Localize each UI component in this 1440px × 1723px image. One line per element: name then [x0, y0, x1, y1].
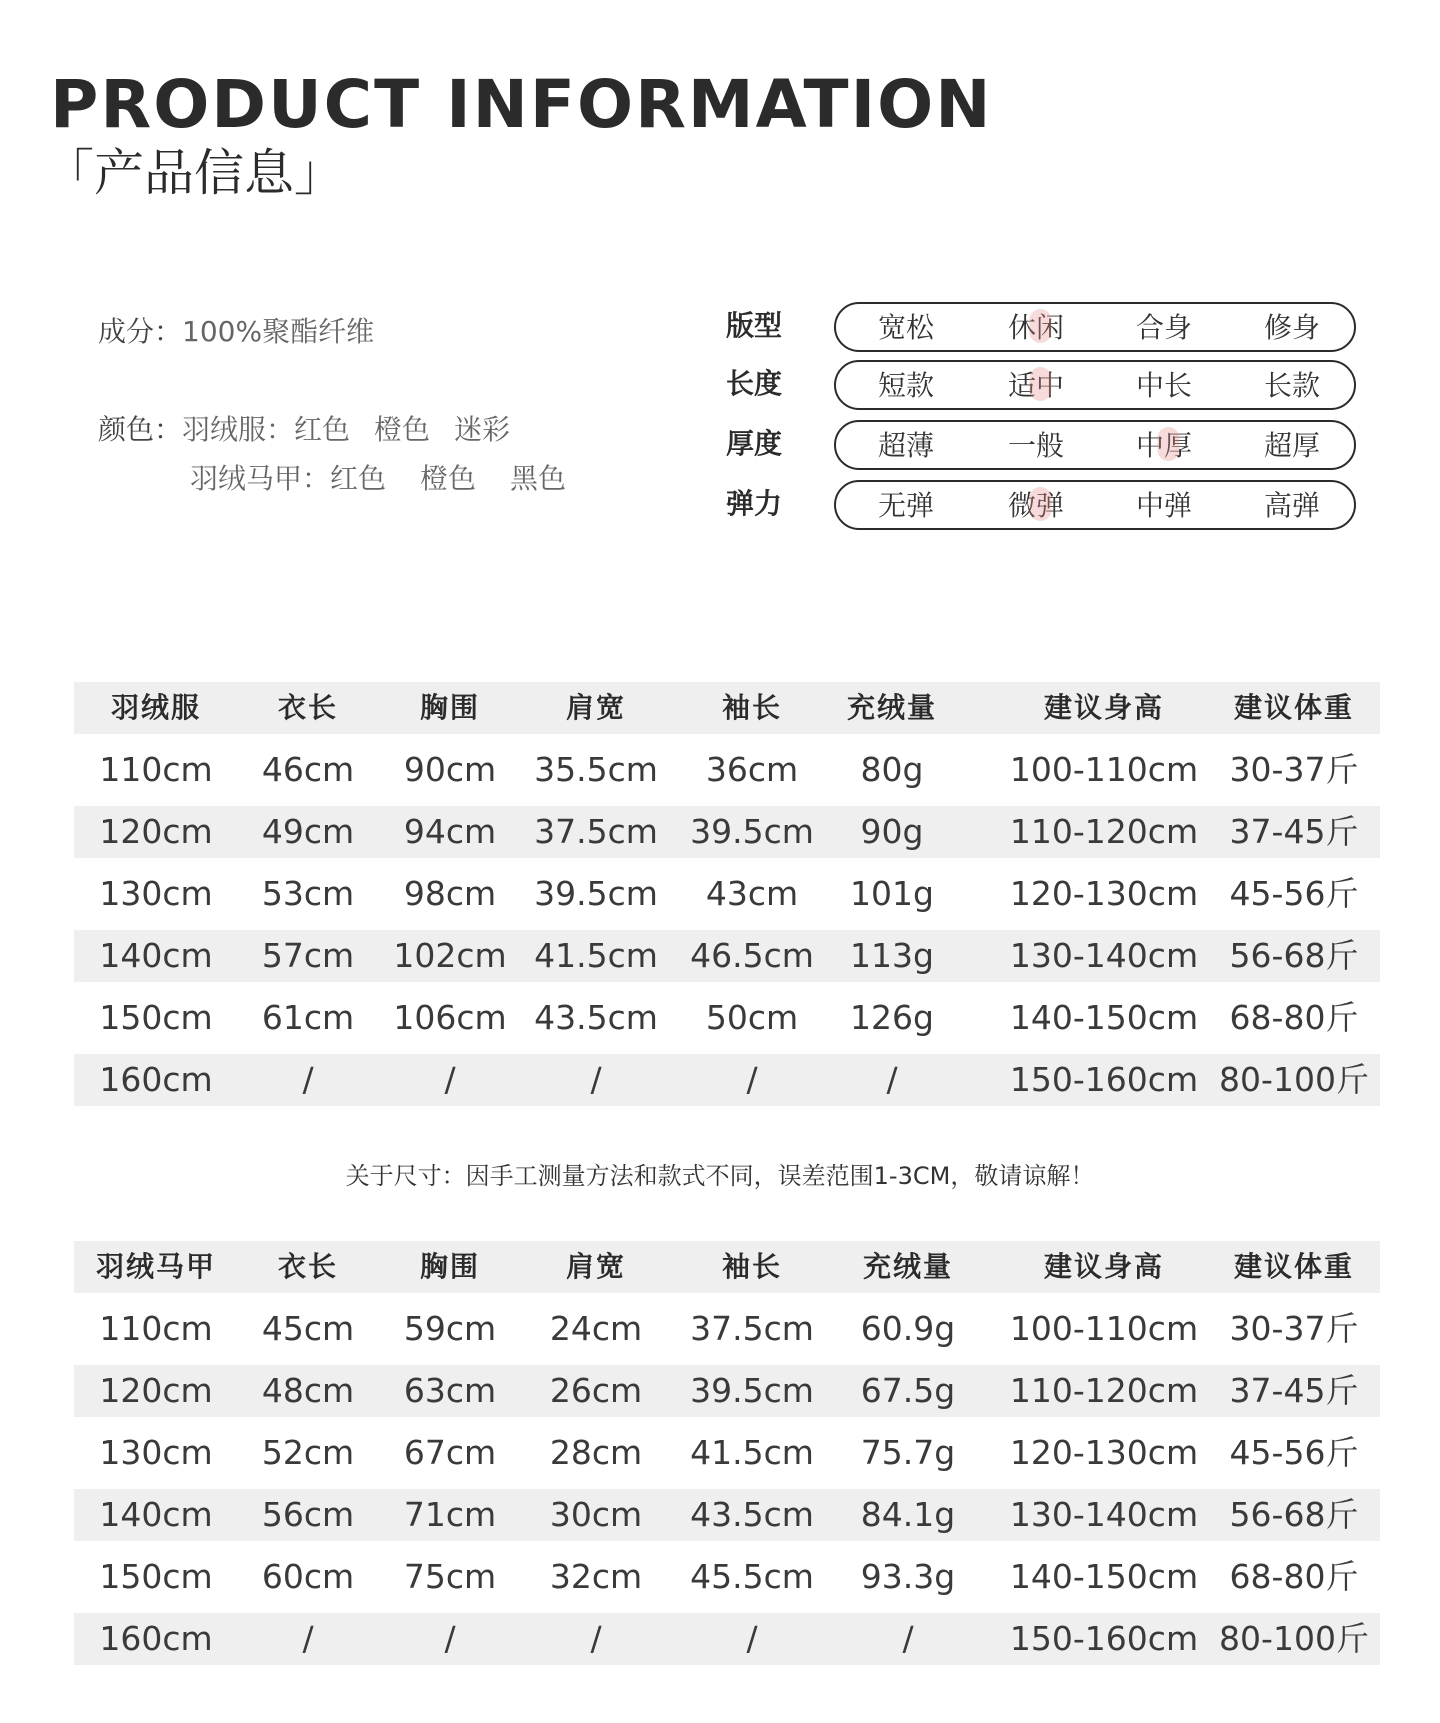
color-row-jacket	[98, 408, 534, 448]
attribute-option: 宽松	[877, 311, 935, 344]
attribute-option: 超厚	[1263, 429, 1321, 462]
table-cell: 98cm	[403, 874, 497, 913]
table-header-row	[74, 1241, 1380, 1293]
table-cell: 150-160cm	[1009, 1619, 1199, 1658]
table-cell: 120cm	[99, 812, 213, 851]
table-cell: 100-110cm	[1009, 1309, 1199, 1348]
table-header-cell: 胸围	[419, 1250, 481, 1283]
table-cell: 30-37斤	[1229, 1309, 1359, 1348]
table-cell: 110-120cm	[1009, 1371, 1199, 1410]
attribute-option: 中长	[1135, 369, 1193, 402]
table-cell: 100-110cm	[1009, 750, 1199, 789]
table-cell: 94cm	[403, 812, 497, 851]
color-item: 红色	[330, 462, 387, 495]
table-cell: 84.1g	[860, 1495, 956, 1534]
table-cell: 71cm	[403, 1495, 497, 1534]
table-cell: 80g	[860, 750, 924, 789]
attribute-option-selected: 适中	[1007, 369, 1065, 402]
table-cell: 30cm	[549, 1495, 643, 1534]
table-cell: 120-130cm	[1009, 874, 1199, 913]
table-row	[74, 1303, 1380, 1355]
table-cell: 56cm	[261, 1495, 355, 1534]
table-cell: 140-150cm	[1009, 1557, 1199, 1596]
attribute-label: 版型	[726, 309, 783, 342]
attribute-option: 超薄	[877, 429, 935, 462]
page-title: PRODUCT INFORMATION	[50, 66, 993, 143]
table-cell: 102cm	[393, 936, 507, 975]
table-cell: 39.5cm	[690, 1371, 814, 1410]
table-cell: 90g	[860, 812, 924, 851]
attribute-option: 无弹	[877, 489, 935, 522]
table-row	[74, 1054, 1380, 1106]
table-cell: 160cm	[99, 1060, 213, 1099]
table-header-cell: 充绒量	[846, 691, 938, 724]
table-cell: 35.5cm	[534, 750, 658, 789]
page-subtitle: 「产品信息」	[44, 144, 344, 202]
color-item: 黑色	[510, 462, 567, 495]
table-cell: 43.5cm	[690, 1495, 814, 1534]
table-row	[74, 868, 1380, 920]
table-cell: 110cm	[99, 1309, 213, 1348]
table-cell: 80-100斤	[1219, 1619, 1369, 1658]
table-cell: /	[444, 1619, 456, 1658]
table-cell: 140cm	[99, 1495, 213, 1534]
table-cell: 113g	[850, 936, 934, 975]
table-header-cell: 建议身高	[1043, 691, 1165, 724]
table-cell: 52cm	[261, 1433, 355, 1472]
table-cell: 37-45斤	[1229, 812, 1359, 851]
table-header-cell: 胸围	[419, 691, 481, 724]
attribute-option: 合身	[1135, 311, 1193, 344]
attribute-option: 短款	[877, 369, 935, 402]
attribute-label: 弹力	[726, 487, 783, 520]
attribute-option: 一般	[1007, 429, 1065, 462]
table-header-cell: 羽绒马甲	[95, 1250, 217, 1283]
table-row	[74, 1489, 1380, 1541]
table-header-cell: 羽绒服	[110, 691, 202, 724]
table-header-cell: 建议体重	[1233, 691, 1355, 724]
table-row	[74, 1551, 1380, 1603]
table-cell: 101g	[850, 874, 934, 913]
table-header-cell: 肩宽	[565, 691, 627, 724]
table-cell: 61cm	[261, 998, 355, 1037]
table-cell: /	[444, 1060, 456, 1099]
table-row	[74, 992, 1380, 1044]
size-note: 关于尺寸：因手工测量方法和款式不同，误差范围1-3CM，敬请谅解！	[345, 1162, 1095, 1190]
table-cell: 140cm	[99, 936, 213, 975]
table-cell: 50cm	[705, 998, 799, 1037]
color-row-name: 羽绒马甲：	[190, 462, 331, 495]
attribute-label: 厚度	[726, 427, 783, 460]
table-cell: 30-37斤	[1229, 750, 1359, 789]
table-cell: 110-120cm	[1009, 812, 1199, 851]
table-cell: 93.3g	[860, 1557, 956, 1596]
table-cell: 126g	[850, 998, 934, 1037]
table-cell: 120cm	[99, 1371, 213, 1410]
table-cell: 120-130cm	[1009, 1433, 1199, 1472]
attribute-option-selected: 中厚	[1135, 429, 1193, 462]
color-item: 橙色	[420, 462, 477, 495]
table-cell: /	[590, 1060, 602, 1099]
table-cell: 68-80斤	[1229, 998, 1359, 1037]
table-header-row	[74, 682, 1380, 734]
table-cell: 68-80斤	[1229, 1557, 1359, 1596]
table-cell: /	[302, 1619, 314, 1658]
table-cell: 45-56斤	[1229, 874, 1359, 913]
attribute-scale-pill	[834, 480, 1356, 530]
table-cell: 56-68斤	[1229, 1495, 1359, 1534]
table-cell: 26cm	[549, 1371, 643, 1410]
table-cell: 130cm	[99, 1433, 213, 1472]
table-row	[74, 806, 1380, 858]
table-cell: 140-150cm	[1009, 998, 1199, 1037]
table-cell: 28cm	[549, 1433, 643, 1472]
table-cell: 130-140cm	[1009, 936, 1199, 975]
table-header-cell: 袖长	[721, 1250, 783, 1283]
table-cell: 39.5cm	[534, 874, 658, 913]
table-cell: 43cm	[705, 874, 799, 913]
table-cell: 46cm	[261, 750, 355, 789]
table-cell: /	[886, 1060, 898, 1099]
table-cell: /	[746, 1619, 758, 1658]
attribute-option-selected: 休闲	[1007, 311, 1065, 344]
table-header-cell: 建议体重	[1233, 1250, 1355, 1283]
table-cell: 39.5cm	[690, 812, 814, 851]
table-row	[74, 744, 1380, 796]
table-cell: 110cm	[99, 750, 213, 789]
attribute-option: 长款	[1263, 369, 1321, 402]
attribute-label: 长度	[726, 367, 783, 400]
table-header-cell: 衣长	[277, 1250, 339, 1283]
table-cell: 75cm	[403, 1557, 497, 1596]
table-cell: 45cm	[261, 1309, 355, 1348]
table-row	[74, 1427, 1380, 1479]
table-cell: 37.5cm	[534, 812, 658, 851]
attribute-option: 修身	[1263, 311, 1321, 344]
table-cell: /	[302, 1060, 314, 1099]
attribute-option: 中弹	[1135, 489, 1193, 522]
table-cell: 67.5g	[860, 1371, 956, 1410]
table-cell: 150cm	[99, 1557, 213, 1596]
color-item: 橙色	[374, 413, 431, 446]
table-header-cell: 衣长	[277, 691, 339, 724]
table-cell: 130cm	[99, 874, 213, 913]
composition-row	[98, 310, 374, 350]
attribute-option: 高弹	[1263, 489, 1321, 522]
table-header-cell: 建议身高	[1043, 1250, 1165, 1283]
table-cell: 106cm	[393, 998, 507, 1037]
table-cell: 80-100斤	[1219, 1060, 1369, 1099]
table-cell: 75.7g	[860, 1433, 956, 1472]
table-cell: 90cm	[403, 750, 497, 789]
table-cell: 67cm	[403, 1433, 497, 1472]
attribute-scale-pill	[834, 302, 1356, 352]
table-row	[74, 1365, 1380, 1417]
attribute-scale-pill	[834, 360, 1356, 410]
composition-label: 成分：	[98, 315, 183, 348]
attribute-scale-pill	[834, 420, 1356, 470]
table-header-cell: 肩宽	[565, 1250, 627, 1283]
table-cell: 49cm	[261, 812, 355, 851]
table-cell: 24cm	[549, 1309, 643, 1348]
table-cell: 150-160cm	[1009, 1060, 1199, 1099]
table-cell: 130-140cm	[1009, 1495, 1199, 1534]
table-cell: 46.5cm	[690, 936, 814, 975]
table-cell: 60cm	[261, 1557, 355, 1596]
composition-value: 100%聚酯纤维	[182, 315, 375, 348]
color-item: 迷彩	[454, 413, 511, 446]
color-row-vest	[190, 457, 590, 497]
attribute-option-selected: 微弹	[1007, 489, 1065, 522]
table-cell: /	[902, 1619, 914, 1658]
table-header-cell: 袖长	[721, 691, 783, 724]
table-cell: 45-56斤	[1229, 1433, 1359, 1472]
table-cell: 32cm	[549, 1557, 643, 1596]
table-cell: /	[590, 1619, 602, 1658]
table-cell: 43.5cm	[534, 998, 658, 1037]
table-cell: 41.5cm	[690, 1433, 814, 1472]
table-cell: 53cm	[261, 874, 355, 913]
color-item: 红色	[294, 413, 351, 446]
table-cell: 36cm	[705, 750, 799, 789]
table-cell: 45.5cm	[690, 1557, 814, 1596]
table-cell: 41.5cm	[534, 936, 658, 975]
table-cell: 48cm	[261, 1371, 355, 1410]
color-row-name: 羽绒服：	[182, 413, 295, 446]
table-cell: /	[746, 1060, 758, 1099]
table-cell: 63cm	[403, 1371, 497, 1410]
table-row	[74, 930, 1380, 982]
table-row	[74, 1613, 1380, 1665]
table-cell: 150cm	[99, 998, 213, 1037]
table-cell: 37.5cm	[690, 1309, 814, 1348]
table-cell: 60.9g	[860, 1309, 956, 1348]
table-cell: 57cm	[261, 936, 355, 975]
table-cell: 37-45斤	[1229, 1371, 1359, 1410]
table-header-cell: 充绒量	[862, 1250, 954, 1283]
table-cell: 160cm	[99, 1619, 213, 1658]
table-cell: 59cm	[403, 1309, 497, 1348]
color-label: 颜色：	[98, 413, 183, 446]
table-cell: 56-68斤	[1229, 936, 1359, 975]
